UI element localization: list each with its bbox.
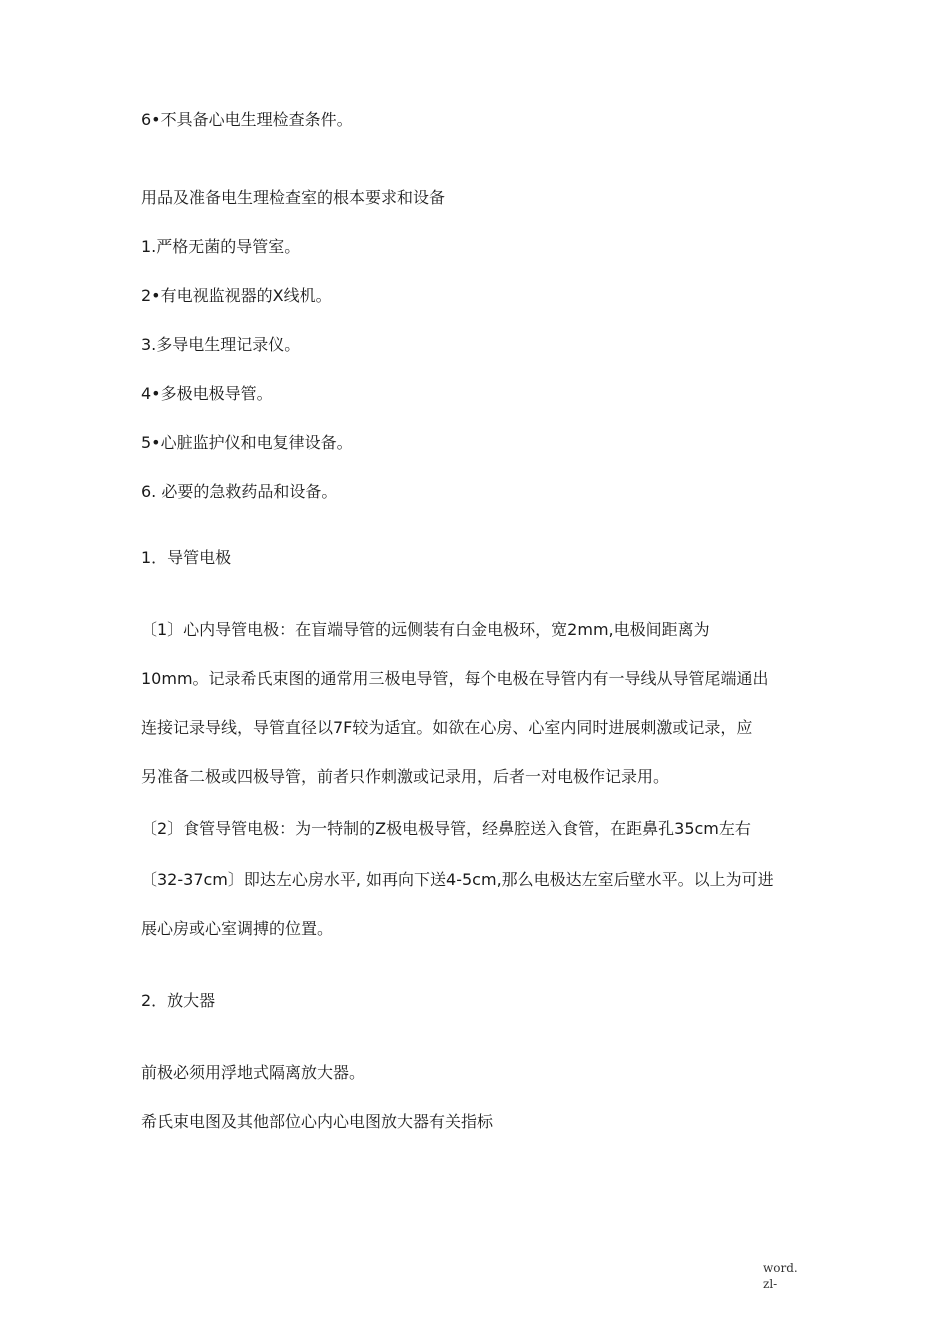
list-item: 6. 必要的急救药品和设备。: [141, 482, 338, 501]
paragraph-line: 展心房或心室调搏的位置。: [141, 919, 334, 938]
paragraph-line: 〔2〕食管导管电极：为一特制的Z极电极导管，经鼻腔送入食管，在距鼻孔35cm左右: [141, 819, 751, 838]
footer-line: zl-: [763, 1277, 778, 1291]
footer-line: word.: [763, 1261, 798, 1275]
section-heading: 1．导管电极: [141, 548, 232, 567]
section-heading: 2．放大器: [141, 991, 216, 1010]
paragraph-line: 〔1〕心内导管电极：在盲端导管的远侧装有白金电极环，宽2mm,电极间距离为: [141, 620, 710, 639]
paragraph-line: 10mm。记录希氏束图的通常用三极电导管，每个电极在导管内有一导线从导管尾端通出: [141, 669, 769, 688]
text-line: 希氏束电图及其他部位心内心电图放大器有关指标: [141, 1112, 494, 1131]
list-item: 3.多导电生理记录仪。: [141, 335, 301, 354]
list-item: 5•心脏监护仪和电复律设备。: [141, 433, 353, 452]
list-item: 4•多极电极导管。: [141, 384, 273, 403]
list-item: 2•有电视监视器的X线机。: [141, 286, 332, 305]
paragraph-line: 连接记录导线，导管直径以7F较为适宜。如欲在心房、心室内同时进展刺激或记录，应: [141, 718, 753, 737]
list-item: 1.严格无菌的导管室。: [141, 237, 301, 256]
paragraph-line: 〔32-37cm〕即达左心房水平, 如再向下送4-5cm,那么电极达左室后壁水平。以上为可进: [141, 870, 774, 889]
section-intro: 用品及准备电生理检查室的根本要求和设备: [141, 188, 446, 207]
text-line: 6•不具备心电生理检查条件。: [141, 110, 353, 129]
paragraph-line: 另准备二极或四极导管，前者只作刺激或记录用，后者一对电极作记录用。: [141, 767, 670, 786]
text-line: 前极必须用浮地式隔离放大器。: [141, 1063, 366, 1082]
